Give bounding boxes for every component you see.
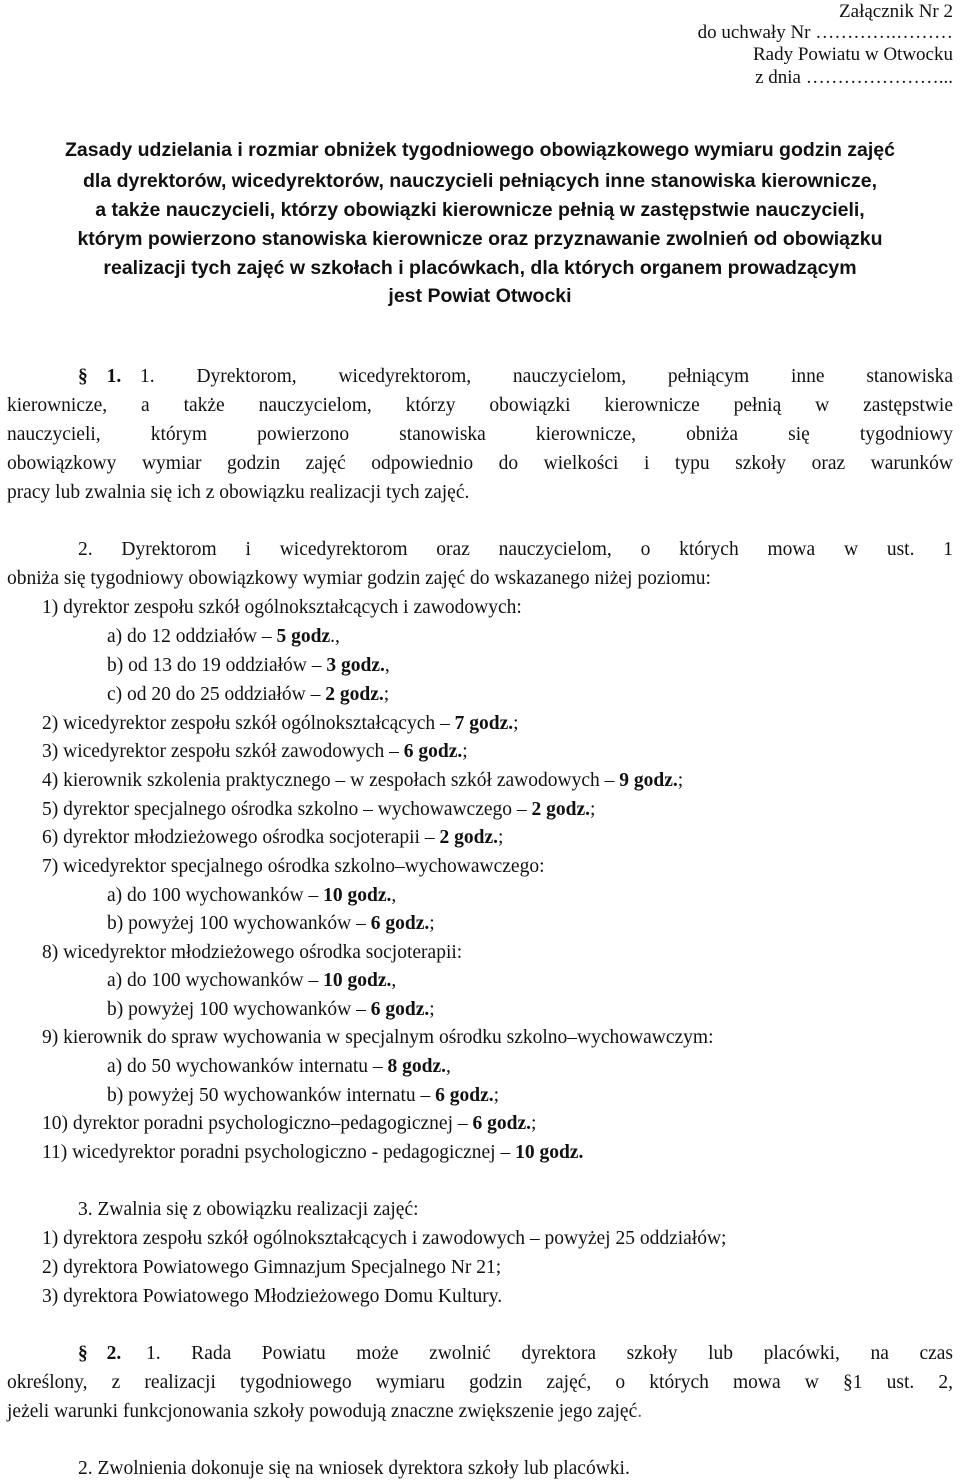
s1-p2-line-1: 2. Dyrektorom i wicedyrektorom oraz nauczycielom, o których mowa w ust. 1	[78, 539, 953, 560]
s2-p1-line-3: jeżeli warunki funkcjonowania szkoły powodują znaczne zwiększenie jego zajęć.	[7, 1401, 643, 1422]
section-2-number: 2.	[106, 1343, 122, 1364]
paragraph-sign: §	[78, 1343, 88, 1364]
list-item: 3) dyrektora Powiatowego Młodzieżowego Domu Kultury.	[42, 1286, 503, 1307]
list-item: 2) dyrektora Powiatowego Gimnazjum Specjalnego Nr 21;	[42, 1257, 502, 1278]
s1-p1-line-4: obowiązkowy wymiar godzin zajęć odpowiednio do wielkości i typu szkoły oraz warunków	[7, 453, 953, 474]
paragraph-sign: §	[78, 366, 88, 387]
title-line-2: dla dyrektorów, wicedyrektorów, nauczycieli pełniących inne stanowiska kierownicze,	[83, 170, 877, 192]
list-item: a) do 100 wychowanków – 10 godz.,	[107, 885, 397, 906]
s2-p2: 2. Zwolnienia dokonuje się na wniosek dyrektora szkoły lub placówki.	[78, 1458, 630, 1479]
list-item: b) powyżej 50 wychowanków internatu – 6 godz.;	[107, 1085, 500, 1106]
list-item: a) do 12 oddziałów – 5 godz.,	[107, 626, 340, 647]
list-item: 11) wicedyrektor poradni psychologiczno - pedagogicznej – 10 godz.	[42, 1142, 584, 1163]
title-line-4: którym powierzono stanowiska kierownicze oraz przyznawanie zwolnień od obowiązku	[77, 228, 883, 250]
list-item: 10) dyrektor poradni psychologiczno–pedagogicznej – 6 godz.;	[42, 1113, 537, 1134]
list-item: 9) kierownik do spraw wychowania w specjalnym ośrodku szkolno–wychowawczym:	[42, 1027, 714, 1048]
s1-p3: 3. Zwalnia się z obowiązku realizacji zajęć:	[78, 1199, 419, 1220]
resolution-number: do uchwały Nr ………….………	[697, 22, 953, 43]
trailing-period: .	[637, 1401, 643, 1422]
section-2-heading	[78, 1344, 121, 1364]
list-item: 7) wicedyrektor specjalnego ośrodka szkolno–wychowawczego:	[42, 856, 545, 877]
s1-p1-line-1: 1. Dyrektorom, wicedyrektorom, nauczycielom, pełniącym inne stanowiska	[140, 366, 953, 387]
section-1-number: 1.	[106, 366, 122, 387]
council-name: Rady Powiatu w Otwocku	[752, 44, 953, 65]
list-item: b) powyżej 100 wychowanków – 6 godz.;	[107, 913, 435, 934]
list-item: 4) kierownik szkolenia praktycznego – w zespołach szkół zawodowych – 9 godz.;	[42, 770, 684, 791]
list-item: a) do 100 wychowanków – 10 godz.,	[107, 970, 397, 991]
list-item: b) powyżej 100 wychowanków – 6 godz.;	[107, 999, 435, 1020]
list-item: 6) dyrektor młodzieżowego ośrodka socjoterapii – 2 godz.;	[42, 827, 504, 848]
annex-number: Załącznik Nr 2	[839, 1, 953, 22]
list-item: b) od 13 do 19 oddziałów – 3 godz.,	[107, 655, 390, 676]
s2-p1-line-1: 1. Rada Powiatu może zwolnić dyrektora szkoły lub placówki, na czas	[146, 1343, 953, 1364]
resolution-date: z dnia …………………...	[755, 67, 953, 88]
s1-p1-line-5: pracy lub zwalnia się ich z obowiązku realizacji tych zajęć.	[7, 482, 470, 503]
title-line-6: jest Powiat Otwocki	[388, 285, 572, 307]
section-1-heading	[78, 367, 121, 387]
title-line-1: Zasady udzielania i rozmiar obniżek tygodniowego obowiązkowego wymiaru godzin zajęć	[65, 139, 895, 161]
list-item: 2) wicedyrektor zespołu szkół ogólnokształcących – 7 godz.;	[42, 713, 519, 734]
list-item: 5) dyrektor specjalnego ośrodka szkolno – wychowawczego – 2 godz.;	[42, 799, 596, 820]
list-item: 8) wicedyrektor młodzieżowego ośrodka socjoterapii:	[42, 942, 463, 963]
list-item: 1) dyrektor zespołu szkół ogólnokształcących i zawodowych:	[42, 597, 522, 618]
s1-p1-line-3: nauczycieli, którym powierzono stanowiska kierownicze, obniża się tygodniowy	[7, 424, 953, 445]
s1-p1-line-2: kierownicze, a także nauczycielom, którzy obowiązki kierownicze pełnią w zastępstwie	[7, 395, 953, 416]
list-item: 1) dyrektora zespołu szkół ogólnokształcących i zawodowych – powyżej 25 oddziałów;	[42, 1228, 727, 1249]
list-item: a) do 50 wychowanków internatu – 8 godz.,	[107, 1056, 451, 1077]
title-line-3: a także nauczycieli, którzy obowiązki kierownicze pełnią w zastępstwie nauczycieli,	[95, 199, 865, 221]
s1-p2-line-2: obniża się tygodniowy obowiązkowy wymiar godzin zajęć do wskazanego niżej poziomu:	[7, 568, 711, 589]
list-item: 3) wicedyrektor zespołu szkół zawodowych – 6 godz.;	[42, 741, 468, 762]
s2-p1-line-2: określony, z realizacji tygodniowego wymiaru godzin zajęć, o których mowa w §1 ust. 2,	[7, 1372, 953, 1393]
title-line-5: realizacji tych zajęć w szkołach i placówkach, dla których organem prowadzącym	[103, 257, 857, 279]
list-item: c) od 20 do 25 oddziałów – 2 godz.;	[107, 684, 390, 705]
